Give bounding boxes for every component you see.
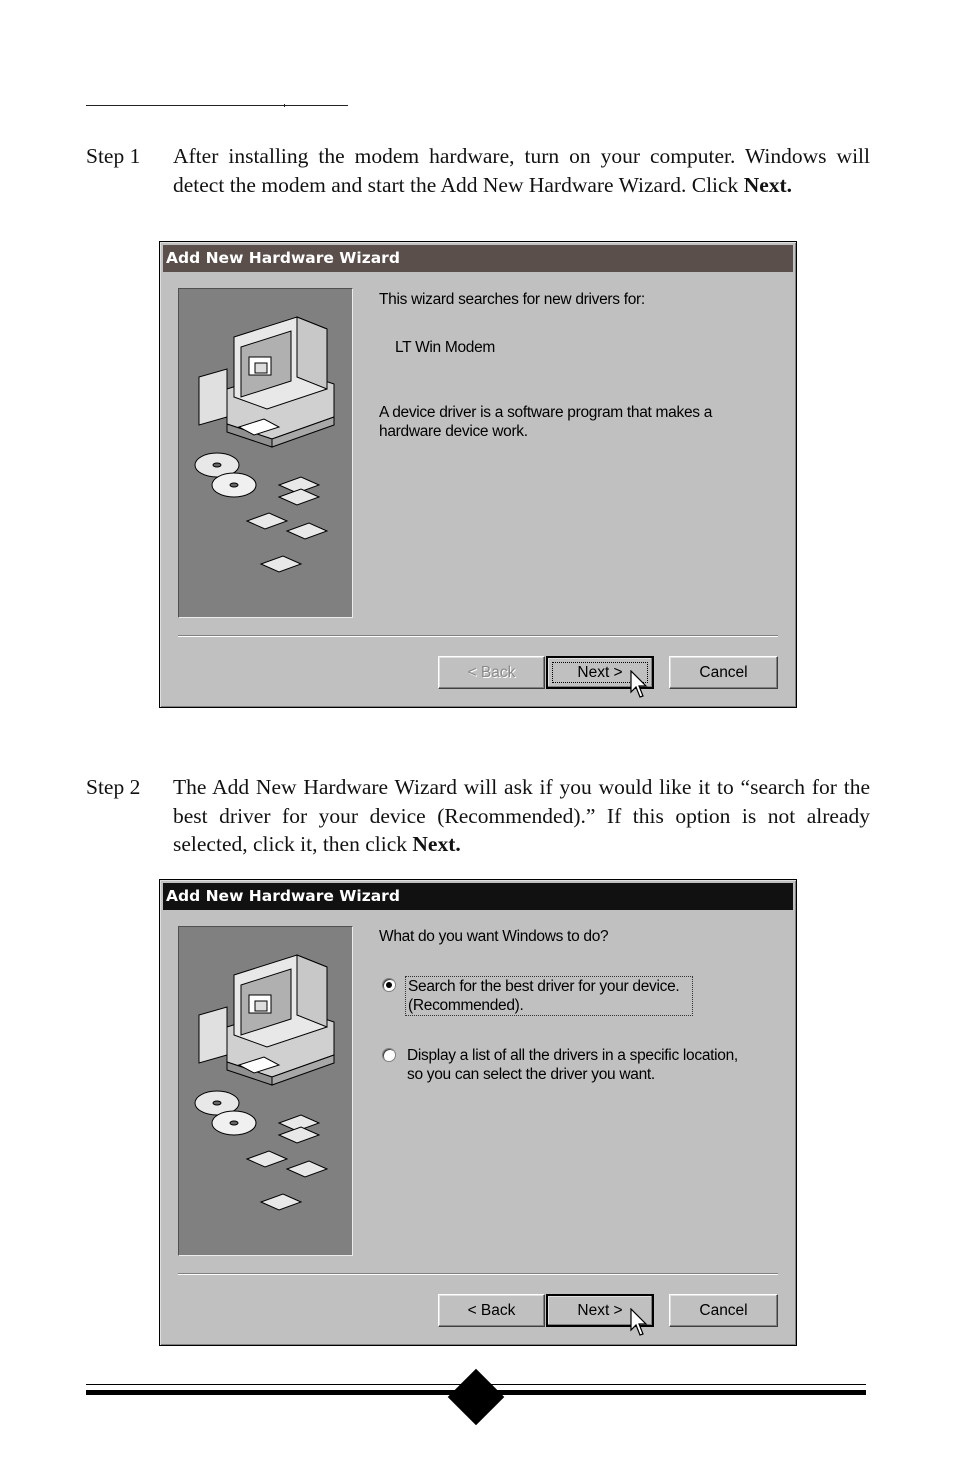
radio-option-list[interactable] (379, 1046, 769, 1086)
step-1-text (173, 142, 870, 199)
computer-icon (179, 289, 352, 617)
computer-icon (179, 927, 352, 1255)
cd-disc-icon (195, 1091, 256, 1135)
wizard-illustration-2 (178, 926, 353, 1256)
header-rule-tick (284, 104, 285, 107)
dialog-1-intro: This wizard searches for new drivers for: (379, 291, 645, 308)
radio-button-icon[interactable] (382, 978, 396, 992)
floppy-disk-icon (247, 477, 327, 572)
back-button-2[interactable]: < Back (438, 1294, 545, 1327)
step-1-bold: Next. (743, 172, 793, 197)
step-2-text (173, 773, 870, 859)
header-rule (86, 105, 348, 106)
dialog-1-description: A device driver is a software program that makes a hardware device work. (379, 404, 713, 440)
step-1-label: Step 1 (86, 144, 141, 168)
back-button-1[interactable]: < Back (438, 656, 545, 689)
step-2-bold: Next. (412, 832, 461, 856)
device-name: LT Win Modem (395, 339, 496, 356)
radio-option-search-label[interactable]: Search for the best driver for your device. (Recommended). (405, 976, 693, 1016)
footer-diamond-ornament (448, 1369, 505, 1426)
next-button-2-label: Next > (577, 1302, 623, 1319)
step-1 (86, 142, 870, 199)
dialog-1-titlebar[interactable]: Add New Hardware Wizard (163, 245, 793, 272)
wizard-illustration-1 (178, 288, 353, 618)
cancel-button-2[interactable]: Cancel (669, 1294, 778, 1327)
radio-button-icon[interactable] (382, 1048, 396, 1062)
cancel-button-1[interactable]: Cancel (669, 656, 778, 689)
step-2-label: Step 2 (86, 775, 141, 799)
dialog-1-separator (178, 635, 778, 637)
add-hardware-wizard-dialog-1 (159, 241, 797, 708)
radio-option-list-label[interactable]: Display a list of all the drivers in a specific location, so you can select the driver you want. (407, 1047, 738, 1083)
cd-disc-icon (195, 453, 256, 497)
floppy-disk-icon (247, 1115, 327, 1210)
step-1-body: After installing the modem hardware, turn on your computer. Windows will detect the modem and start the Add New Hardware Wizard. Click (173, 144, 870, 197)
dialog-2-separator (178, 1273, 778, 1275)
dialog-2-question: What do you want Windows to do? (379, 928, 609, 945)
dialog-2-titlebar[interactable]: Add New Hardware Wizard (163, 883, 793, 910)
mouse-cursor-icon (630, 1308, 650, 1338)
next-button-1-label: Next > (577, 664, 623, 681)
mouse-cursor-icon (630, 670, 650, 700)
step-2-body: The Add New Hardware Wizard will ask if you would like it to “search for the best driver for your device (Recommended).” If this option is not already selected, click it, then click (173, 775, 870, 856)
radio-option-search[interactable] (379, 976, 769, 1016)
step-2 (86, 773, 870, 859)
add-hardware-wizard-dialog-2 (159, 879, 797, 1346)
